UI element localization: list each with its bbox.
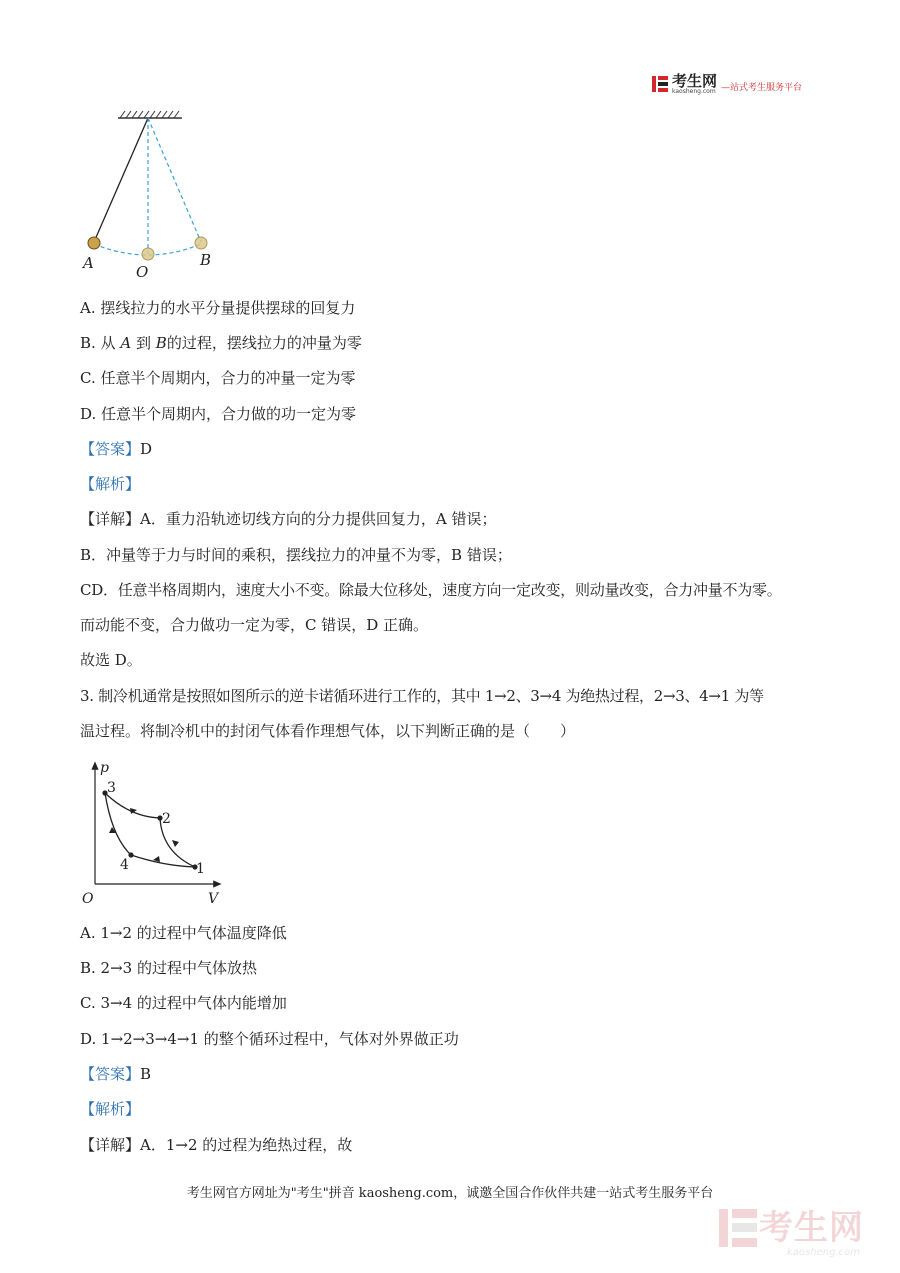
point-4 <box>128 852 133 857</box>
q2-option-c: C. 任意半个周期内，合力的冲量一定为零 <box>80 369 356 387</box>
logo-mark-icon <box>651 75 669 93</box>
watermark-logo <box>717 1207 864 1258</box>
q3-option-a: A. 1→2 的过程中气体温度降低 <box>80 924 287 942</box>
ball-b <box>195 237 207 249</box>
arrow-1-to-2 <box>172 840 179 847</box>
axis-v-label: V <box>208 891 219 907</box>
q3-option-c: C. 3→4 的过程中气体内能增加 <box>80 994 287 1012</box>
ball-a <box>88 237 100 249</box>
q2-detail-line-4: 而动能不变，合力做功一定为零，C 错误，D 正确。 <box>80 616 429 634</box>
q3-option-b: B. 2→3 的过程中气体放热 <box>80 959 257 977</box>
q3-answer <box>80 1064 151 1084</box>
curve-4-1 <box>131 855 195 867</box>
label-point-1: 1 <box>196 861 205 877</box>
q2-option-a: A. 摆线拉力的水平分量提供摆球的回复力 <box>80 299 356 317</box>
logo-slogan: —站式考生服务平台 <box>721 82 803 93</box>
q2-option-d: D. 任意半个周期内，合力做的功一定为零 <box>80 405 357 423</box>
q3-analysis-heading: 【解析】 <box>80 1100 141 1118</box>
answer-tag: 【答案】 <box>80 440 141 458</box>
answer-value: B <box>140 1065 152 1083</box>
page-footer: 考生网官方网址为"考生"拼音 kaosheng.com，诚邀全国合作伙伴共建一站式考生服务平台 <box>186 1186 714 1201</box>
header-logo <box>651 72 802 96</box>
ceiling-hatch <box>120 111 179 118</box>
q3-option-d: D. 1→2→3→4→1 的整个循环过程中，气体对外界做正功 <box>80 1030 459 1048</box>
axis-p-label: p <box>100 760 109 776</box>
pendulum-string <box>94 118 148 242</box>
logo-name: 考生网 <box>672 71 718 90</box>
pv-diagram <box>78 757 228 907</box>
q3-stem-line-1: 3. 制冷机通常是按照如图所示的逆卡诺循环进行工作的，其中 1→2、3→4 为绝热过程，2→3、4→1 为等 <box>80 687 764 705</box>
detail-tag: 【详解】 <box>80 510 141 528</box>
q2-analysis-heading: 【解析】 <box>80 475 141 493</box>
watermark-text: 考生网 <box>759 1208 864 1248</box>
ball-o <box>142 248 154 260</box>
q2-detail-line-1: 【详解】A．重力沿轨迹切线方向的分力提供回复力，A 错误； <box>80 510 497 528</box>
label-b: B <box>200 251 212 269</box>
detail-tag: 【详解】 <box>80 1136 141 1154</box>
logo-text <box>672 71 718 95</box>
label-point-2: 2 <box>162 811 171 827</box>
q2-option-b: B. 从 A 到 B的过程，摆线拉力的冲量为零 <box>80 334 362 352</box>
q2-detail-line-5: 故选 D。 <box>80 651 142 669</box>
q3-detail-line-1: 【详解】A．1→2 的过程为绝热过程，故 <box>80 1136 353 1154</box>
watermark-mark-icon <box>717 1207 759 1249</box>
q3-stem-line-2: 温过程。将制冷机中的封闭气体看作理想气体，以下判断正确的是（ ） <box>80 722 576 740</box>
label-o: O <box>136 263 149 281</box>
curve-3-4 <box>105 793 131 855</box>
string-b-dashed-line <box>148 118 201 242</box>
pendulum-figure <box>80 108 230 283</box>
answer-value: D <box>140 440 153 458</box>
curve-3-2 <box>105 793 160 818</box>
q2-detail-line-3: CD．任意半格周期内，速度大小不变。除最大位移处，速度方向一定改变，则动量改变，合力冲量不为零。 <box>80 581 782 599</box>
origin-label: O <box>82 891 94 907</box>
label-point-3: 3 <box>107 780 116 796</box>
label-a: A <box>83 254 94 272</box>
answer-tag: 【答案】 <box>80 1065 141 1083</box>
label-point-4: 4 <box>120 857 129 873</box>
q2-detail-line-2: B．冲量等于力与时间的乘积，摆线拉力的冲量不为零，B 错误； <box>80 546 512 564</box>
logo-url: kaosheng.com <box>672 87 716 95</box>
watermark-url: kaosheng.com <box>787 1247 860 1258</box>
q2-answer <box>80 439 152 459</box>
